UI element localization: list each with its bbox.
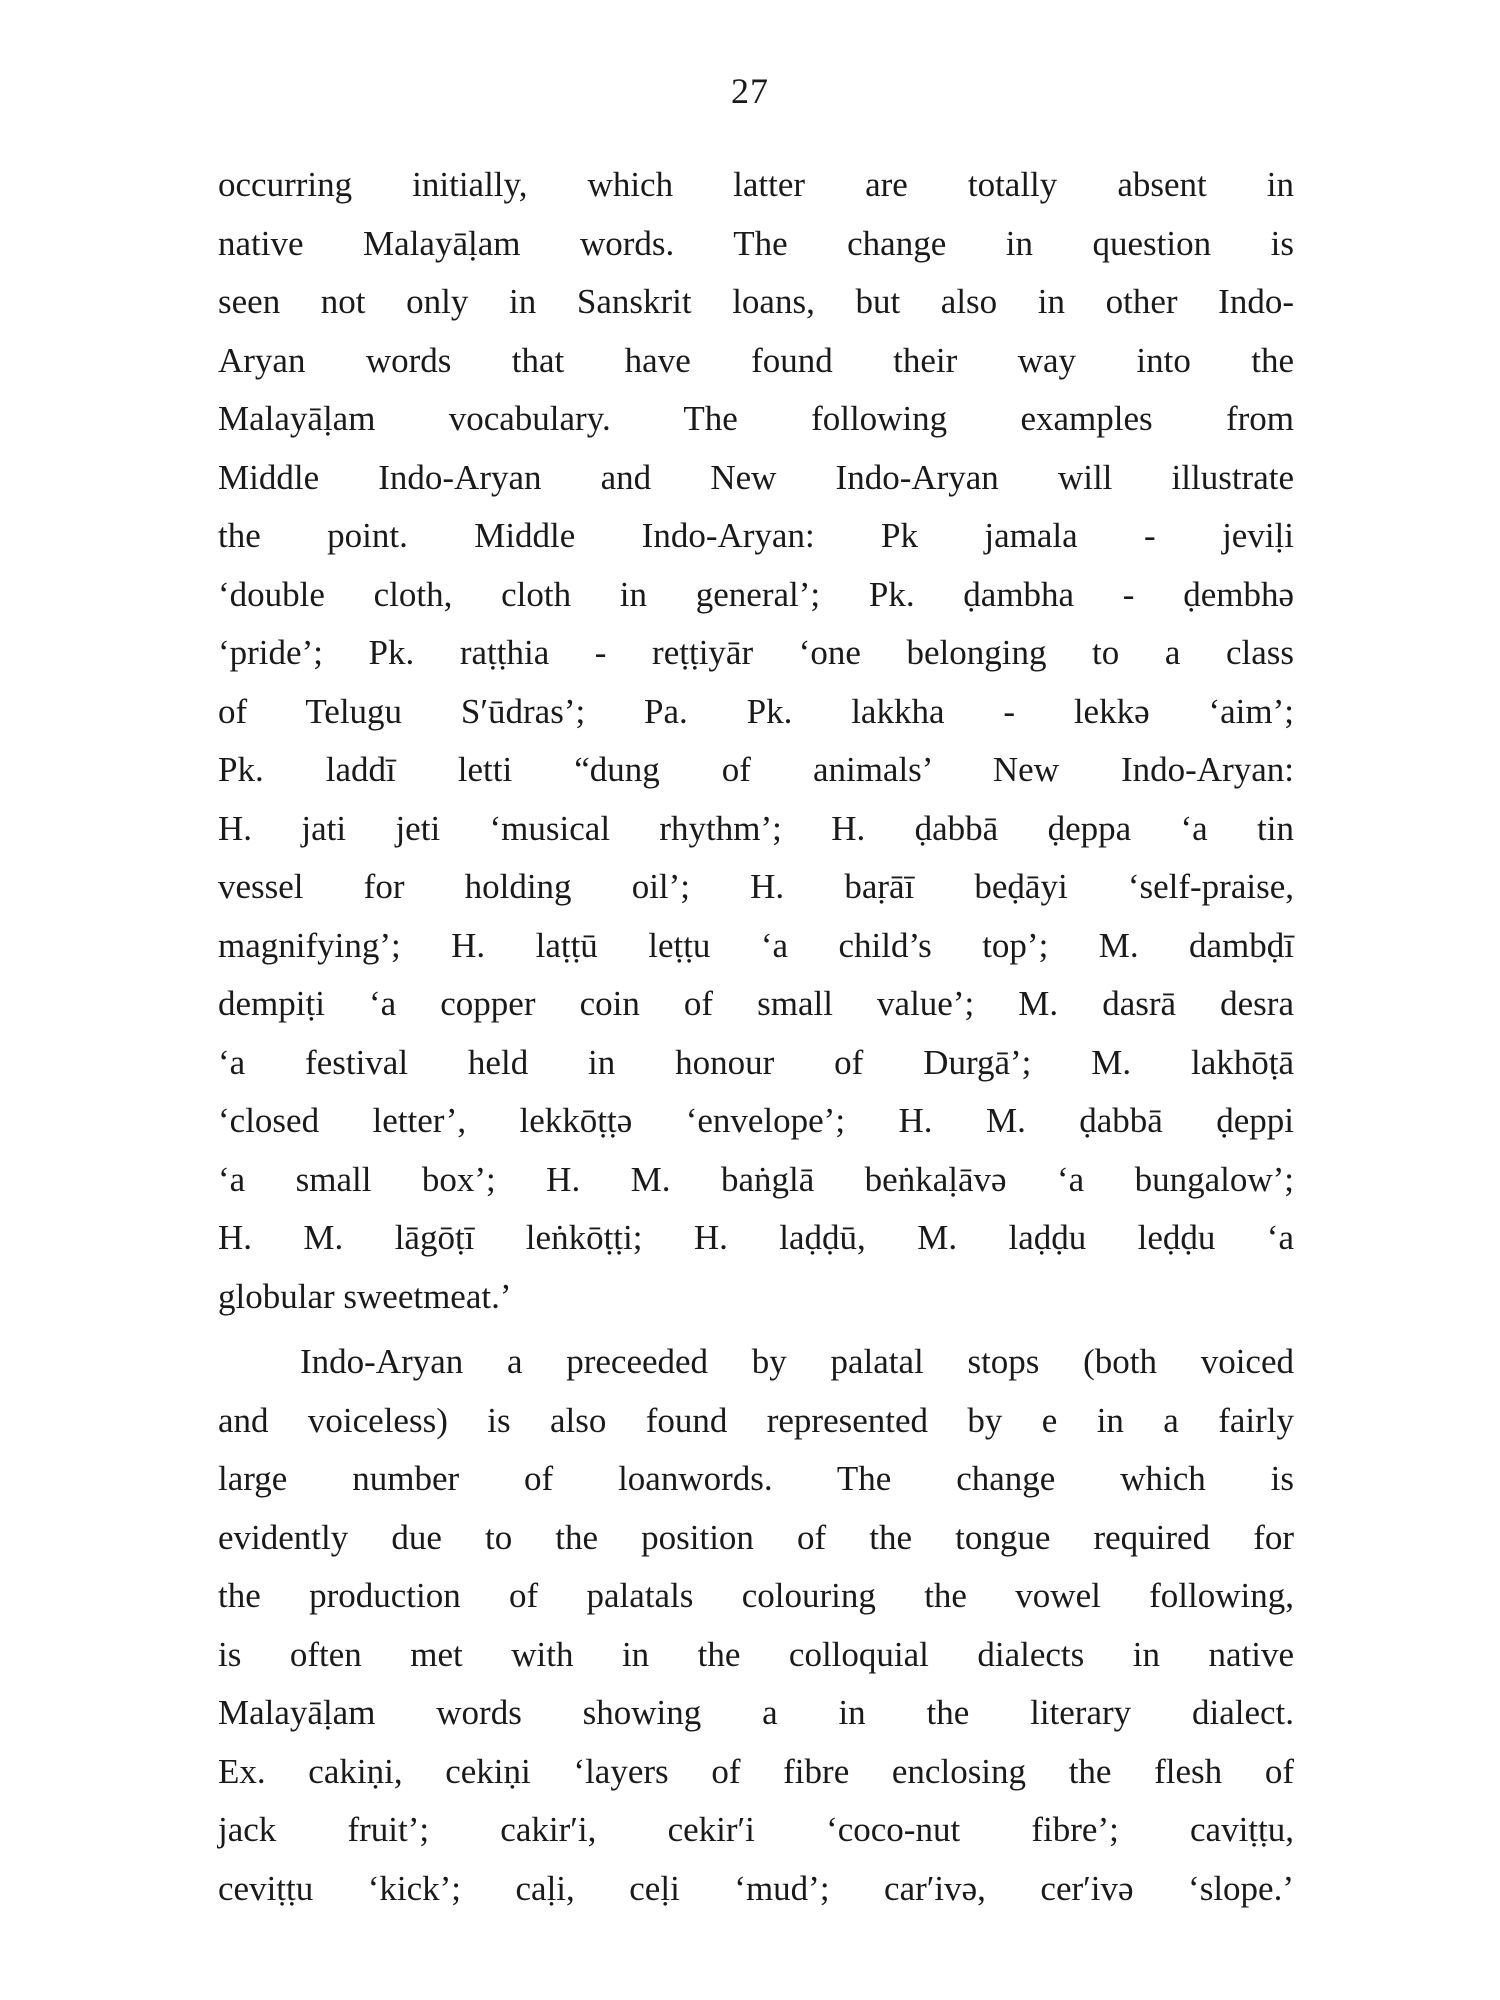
text-line: native Malayāḷam words. The change in question is xyxy=(218,223,1294,263)
text-line: the production of palatals colouring the vowel following, xyxy=(218,1576,1294,1615)
text-line: ‘closed letter’, lekkōṭṭə ‘envelope’; H. M. ḍabbā ḍeppi xyxy=(218,1101,1294,1140)
paragraph-2 xyxy=(218,1333,1294,1918)
text-line: vessel for holding oil’; H. baṛāī beḍāyi ‘self-praise, xyxy=(218,867,1294,906)
text-line: jack fruit’; cakir′i, cekir′i ‘coco-nut fibre’; caviṭṭu, xyxy=(218,1810,1294,1849)
page-number: 27 xyxy=(731,71,769,111)
text-line: is often met with in the colloquial dialects in native xyxy=(218,1634,1294,1674)
text-line: globular sweetmeat.’ xyxy=(218,1276,512,1316)
text-line: Malayāḷam vocabulary. The following examples from xyxy=(218,399,1294,438)
text-line: Middle Indo-Aryan and New Indo-Aryan will illustrate xyxy=(218,457,1294,497)
text-line: magnifying’; H. laṭṭū leṭṭu ‘a child’s top’; M. dambḍī xyxy=(218,925,1294,965)
paragraph-1 xyxy=(218,156,1294,1326)
text-line: H. jati jeti ‘musical rhythm’; H. ḍabbā ḍeppa ‘a tin xyxy=(218,808,1294,848)
text-line: seen not only in Sanskrit loans, but also in other Indo- xyxy=(218,282,1294,321)
text-line: Ex. cakiṇi, cekiṇi ‘layers of fibre enclosing the flesh of xyxy=(218,1751,1294,1791)
text-line: ‘a festival held in honour of Durgā’; M. lakhōṭā xyxy=(218,1042,1294,1082)
text-line: evidently due to the position of the tongue required for xyxy=(218,1517,1294,1557)
text-line: and voiceless) is also found represented by e in a fairly xyxy=(218,1400,1294,1440)
text-line: Malayāḷam words showing a in the literary dialect. xyxy=(218,1693,1294,1732)
text-line: the point. Middle Indo-Aryan: Pk jamala - jeviḷi xyxy=(218,516,1294,555)
text-line: dempiṭi ‘a copper coin of small value’; M. dasrā desra xyxy=(218,984,1294,1023)
text-line: ‘pride’; Pk. raṭṭhia - reṭṭiyār ‘one belonging to a class xyxy=(218,633,1294,672)
text-line: ceviṭṭu ‘kick’; caḷi, ceḷi ‘mud’; car′ivə, cer′ivə ‘slope.’ xyxy=(218,1868,1294,1908)
text-line: Indo-Aryan a preceeded by palatal stops (both voiced xyxy=(300,1342,1294,1381)
text-line: Pk. laddī letti “dung of animals’ New Indo-Aryan: xyxy=(218,750,1294,789)
text-line: ‘double cloth, cloth in general’; Pk. ḍambha - ḍembhə xyxy=(218,574,1294,614)
text-line: Aryan words that have found their way into the xyxy=(218,340,1294,380)
text-line: occurring initially, which latter are totally absent in xyxy=(218,165,1294,204)
text-line: ‘a small box’; H. M. baṅglā beṅkaḷāvə ‘a bungalow’; xyxy=(218,1159,1294,1199)
text-line: H. M. lāgōṭī leṅkōṭṭi; H. laḍḍū, M. laḍḍu leḍḍu ‘a xyxy=(218,1218,1294,1257)
text-line: of Telugu S′ūdras’; Pa. Pk. lakkha - lekkə ‘aim’; xyxy=(218,691,1294,731)
text-line: large number of loanwords. The change which is xyxy=(218,1459,1294,1498)
